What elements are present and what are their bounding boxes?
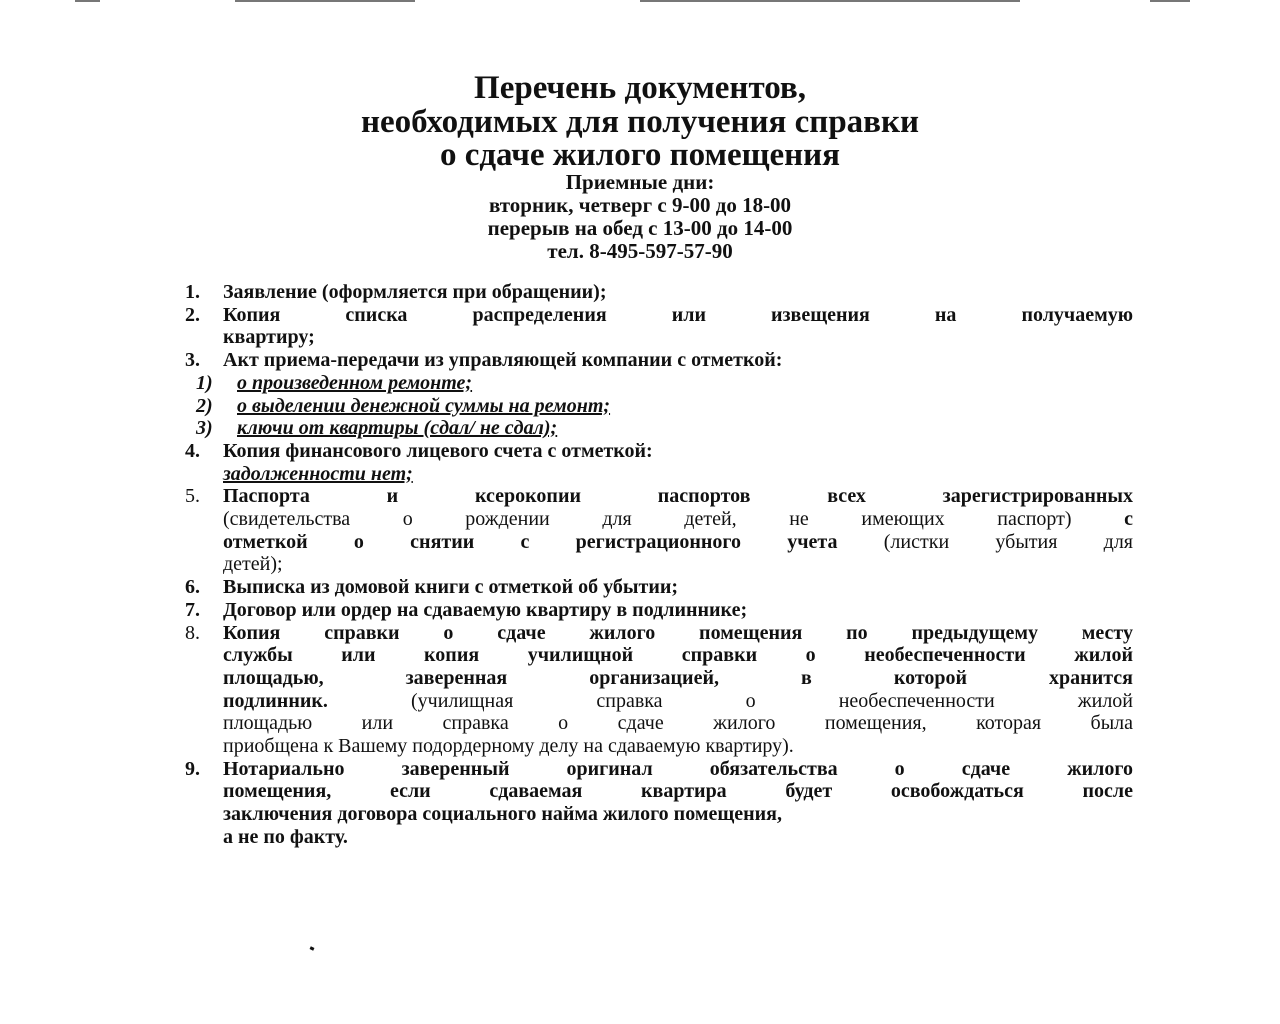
document-title-line-3: о сдаче жилого помещения	[439, 137, 841, 173]
document-title-line-2: необходимых для получения справки	[360, 104, 920, 140]
reception-hours: вторник, четверг с 9-00 до 18-00	[488, 193, 792, 217]
item-number: 7.	[185, 598, 200, 621]
item-text-part: (училищная справка о необеспеченности жилой	[411, 689, 1134, 712]
item-text-line: детей);	[223, 553, 283, 576]
sub-item-number: 3)	[196, 417, 213, 440]
sub-item	[185, 372, 1133, 395]
item-number: 4.	[185, 439, 200, 462]
sub-item	[185, 395, 1133, 418]
sub-item	[185, 417, 1133, 440]
item-text-line: Нотариально заверенный оригинал обязательства о сдаче жилого	[223, 757, 1133, 780]
item-number: 9.	[185, 757, 200, 780]
item-number: 1.	[185, 281, 200, 303]
phone-number: тел. 8-495-597-57-90	[547, 239, 733, 263]
list-item	[185, 281, 1133, 304]
item-text-line: приобщена к Вашему подордерному делу на сдаваемую квартиру).	[223, 735, 794, 758]
list-item	[185, 304, 1133, 349]
item-number: 8.	[185, 621, 200, 644]
item-text-line	[223, 690, 1133, 713]
item-text-line	[223, 531, 1133, 554]
reception-days-heading: Приемные дни:	[565, 170, 715, 194]
item-text-line: Паспорта и ксерокопии паспортов всех зарегистрированных	[223, 485, 1133, 508]
sub-item-number: 2)	[196, 394, 213, 417]
item-text-line: квартиру;	[223, 326, 315, 349]
list-item	[185, 440, 1133, 485]
list-item	[185, 758, 1133, 849]
sub-item-text: о произведенном ремонте;	[237, 371, 473, 394]
item-text-part: подлинник.	[223, 689, 328, 712]
list-item	[185, 485, 1133, 576]
item-text-part: (свидетельства о рождении для детей, не имеющих паспорт)	[223, 508, 1072, 531]
item-text-line: помещения, если сдаваемая квартира будет освобождаться после	[223, 780, 1133, 803]
document-list	[185, 281, 1133, 849]
list-item	[185, 599, 1133, 622]
scan-edge-mark	[640, 0, 1020, 2]
item-text-part: отметкой о снятии с регистрационного учета	[223, 530, 838, 553]
item-text-line: Копия списка распределения или извещения на получаемую	[223, 303, 1133, 326]
scan-speck	[310, 946, 315, 950]
scan-edge-mark	[75, 0, 100, 2]
item-note: задолженности нет;	[223, 462, 413, 485]
item-text-line	[223, 508, 1133, 531]
sub-item-text: о выделении денежной суммы на ремонт;	[237, 394, 611, 417]
item-text-line: службы или копия училищной справки о необеспеченности жилой	[223, 644, 1133, 667]
list-item	[185, 576, 1133, 599]
item-number: 3.	[185, 349, 200, 372]
item-text: Выписка из домовой книги с отметкой об убытии;	[223, 576, 679, 599]
item-text-line: площадью или справка о сдаче жилого помещения, которая была	[223, 712, 1133, 735]
list-item	[185, 622, 1133, 758]
item-number: 5.	[185, 485, 200, 508]
item-text: Заявление (оформляется при обращении);	[223, 281, 607, 303]
sub-item-number: 1)	[196, 371, 213, 394]
item-text-line: площадью, заверенная организацией, в которой хранится	[223, 666, 1133, 689]
item-text-part: с	[1124, 508, 1133, 531]
scan-edge-mark	[1150, 0, 1190, 2]
lunch-break: перерыв на обед с 13-00 до 14-00	[487, 216, 793, 240]
list-item	[185, 349, 1133, 372]
item-number: 2.	[185, 303, 200, 326]
item-text: Копия финансового лицевого счета с отметкой:	[223, 439, 653, 462]
item-text-line: а не по факту.	[223, 825, 348, 848]
sub-item-text: ключи от квартиры (сдал/ не сдал);	[237, 417, 558, 440]
item-text: Договор или ордер на сдаваемую квартиру в подлиннике;	[223, 598, 748, 621]
item-text-part: (листки убытия для	[883, 530, 1134, 553]
item-text: Акт приема-передачи из управляющей компании с отметкой:	[223, 349, 783, 372]
document-title-line-1: Перечень документов,	[474, 70, 806, 106]
item-text-line: Копия справки о сдаче жилого помещения по предыдущему месту	[223, 621, 1133, 644]
item-text-line: заключения договора социального найма жилого помещения,	[223, 803, 782, 826]
item-number: 6.	[185, 576, 200, 599]
scan-edge-mark	[235, 0, 415, 2]
